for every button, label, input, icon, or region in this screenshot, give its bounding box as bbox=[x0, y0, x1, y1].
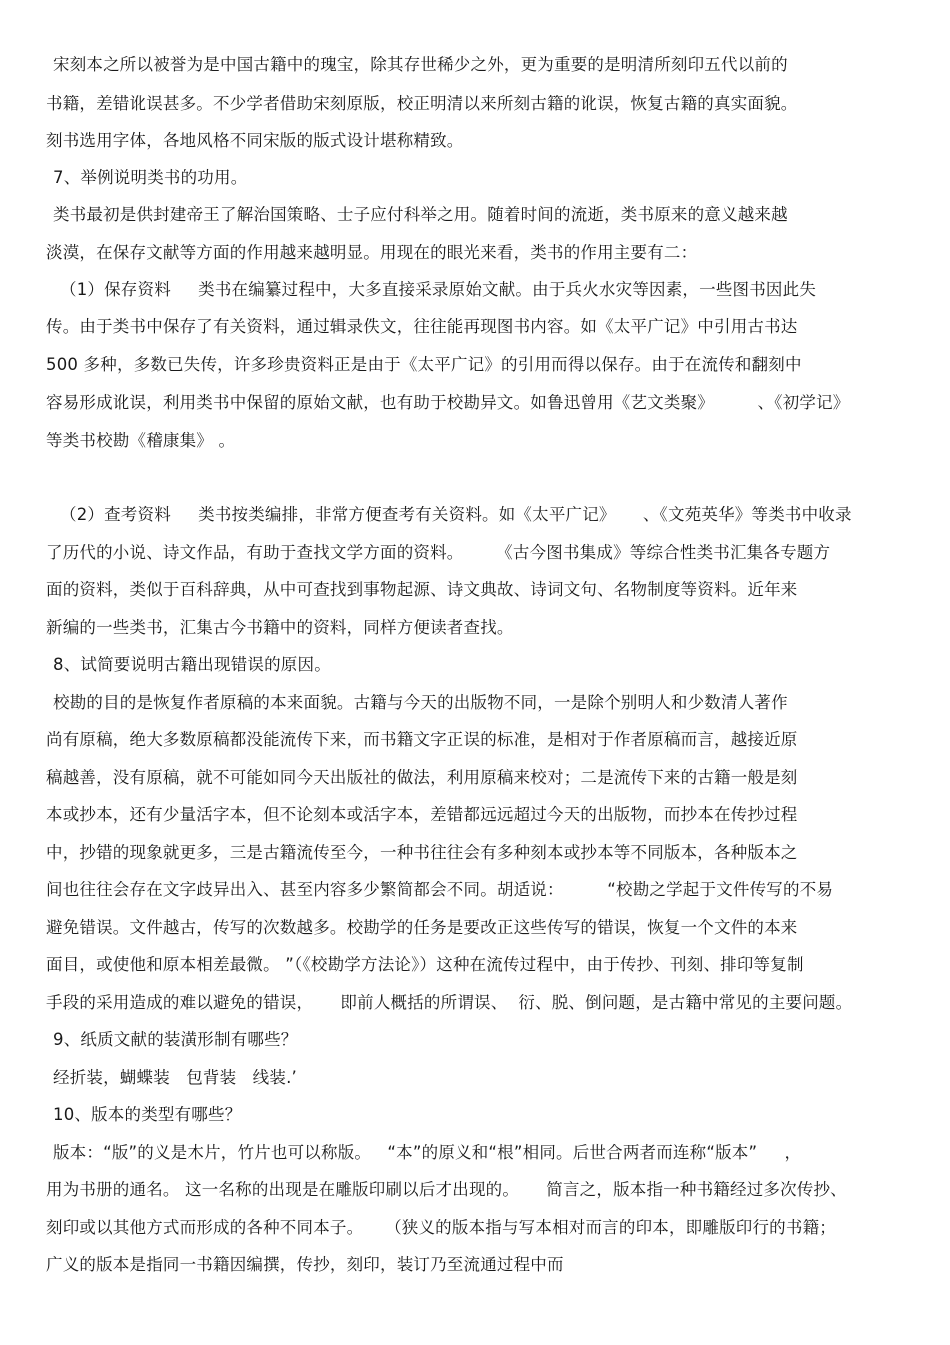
text-line: 了历代的小说、诗文作品，有助于查找文学方面的资料。 《古今图书集成》等综合性类书汇集各专题方 bbox=[46, 543, 831, 562]
text-line: 宋刻本之所以被誉为是中国古籍中的瑰宝，除其存世稀少之外，更为重要的是明清所刻印五代以前的 bbox=[53, 55, 788, 74]
section-heading: 10、版本的类型有哪些？ bbox=[53, 1105, 242, 1124]
text-line: 广义的版本是指同一书籍因编撰，传抄，刻印，装订乃至流通过程中而 bbox=[46, 1255, 564, 1274]
text-line: 避免错误。文件越古，传写的次数越多。校勘学的任务是要改正这些传写的错误，恢复一个文件的本来 bbox=[46, 918, 798, 937]
text-line: 类书最初是供封建帝王了解治国策略、士子应付科举之用。随着时间的流逝，类书原来的意义越来越 bbox=[53, 205, 788, 224]
text-line: 校勘的目的是恢复作者原稿的本来面貌。古籍与今天的出版物不同，一是除个别明人和少数清人著作 bbox=[53, 693, 788, 712]
text-line: 本或抄本，还有少量活字本，但不论刻本或活字本，差错都远远超过今天的出版物，而抄本在传抄过程 bbox=[46, 805, 798, 824]
text-line: 间也往往会存在文字歧异出入、甚至内容多少繁简都会不同。胡适说： “校勘之学起于文件传写的不易 bbox=[46, 880, 834, 899]
text-line: 面的资料，类似于百科辞典，从中可查找到事物起源、诗文典故、诗词文句、名物制度等资料。近年来 bbox=[46, 580, 798, 599]
text-line: 尚有原稿，绝大多数原稿都没能流传下来，而书籍文字正误的标准，是相对于作者原稿而言，越接近原 bbox=[46, 730, 798, 749]
text-line: 稿越善，没有原稿，就不可能如同今天出版社的做法，利用原稿来校对；二是流传下来的古籍一般是刻 bbox=[46, 768, 798, 787]
text-line: 书籍，差错讹误甚多。不少学者借助宋刻原版，校正明清以来所刻古籍的讹误，恢复古籍的真实面貌。 bbox=[46, 94, 798, 113]
text-line: 容易形成讹误，利用类书中保留的原始文献，也有助于校勘异文。如鲁迅曾用《艺文类聚》 、《初学记》 bbox=[46, 393, 850, 412]
text-line: （1）保存资料 类书在编纂过程中，大多直接采录原始文献。由于兵火水灾等因素，一些图书因此失 bbox=[60, 280, 817, 299]
text-line: 刻印或以其他方式而形成的各种不同本子。 （狭义的版本指与写本相对而言的印本，即雕版印行的书籍； bbox=[46, 1218, 836, 1237]
text-line: （2）查考资料 类书按类编排，非常方便查考有关资料。如《太平广记》 、《文苑英华》等类书中收录 bbox=[60, 505, 852, 524]
text-line: 500 多种，多数已失传，许多珍贵资料正是由于《太平广记》的引用而得以保存。由于在流传和翻刻中 bbox=[46, 355, 802, 374]
section-heading: 9、纸质文献的装潢形制有哪些？ bbox=[53, 1030, 298, 1049]
text-line: 传。由于类书中保存了有关资料，通过辑录佚文，往往能再现图书内容。如《太平广记》中引用古书达 bbox=[46, 317, 798, 336]
text-line: 刻书选用字体，各地风格不同宋版的版式设计堪称精致。 bbox=[46, 131, 464, 150]
text-line: 新编的一些类书，汇集古今书籍中的资料，同样方便读者查找。 bbox=[46, 618, 514, 637]
text-line: 版本：“版”的义是木片，竹片也可以称版。 “本”的原义和“根”相同。后世合两者而连称“版本” ， bbox=[53, 1143, 802, 1162]
text-line: 淡漠，在保存文献等方面的作用越来越明显。用现在的眼光来看，类书的作用主要有二： bbox=[46, 243, 698, 262]
text-line: 面目，或使他和原本相差最微。 ”（《校勘学方法论》）这种在流传过程中，由于传抄、刊刻、排印等复制 bbox=[46, 955, 804, 974]
text-line: 用为书册的通名。 这一名称的出现是在雕版印刷以后才出现的。 简言之，版本指一种书籍经过多次传抄、 bbox=[46, 1180, 847, 1199]
section-heading: 7、举例说明类书的功用。 bbox=[53, 168, 248, 187]
section-heading: 8、试简要说明古籍出现错误的原因。 bbox=[53, 655, 331, 674]
text-line: 中，抄错的现象就更多，三是古籍流传至今，一种书往往会有多种刻本或抄本等不同版本，各种版本之 bbox=[46, 843, 798, 862]
text-line: 手段的采用造成的难以避免的错误， 即前人概括的所谓误、 衍、脱、倒问题，是古籍中常见的主要问题。 bbox=[46, 993, 853, 1012]
text-line: 等类书校勘《稽康集》 。 bbox=[46, 431, 236, 450]
text-line: 经折装，蝴蝶装 包背装 线装.’ bbox=[53, 1068, 297, 1087]
